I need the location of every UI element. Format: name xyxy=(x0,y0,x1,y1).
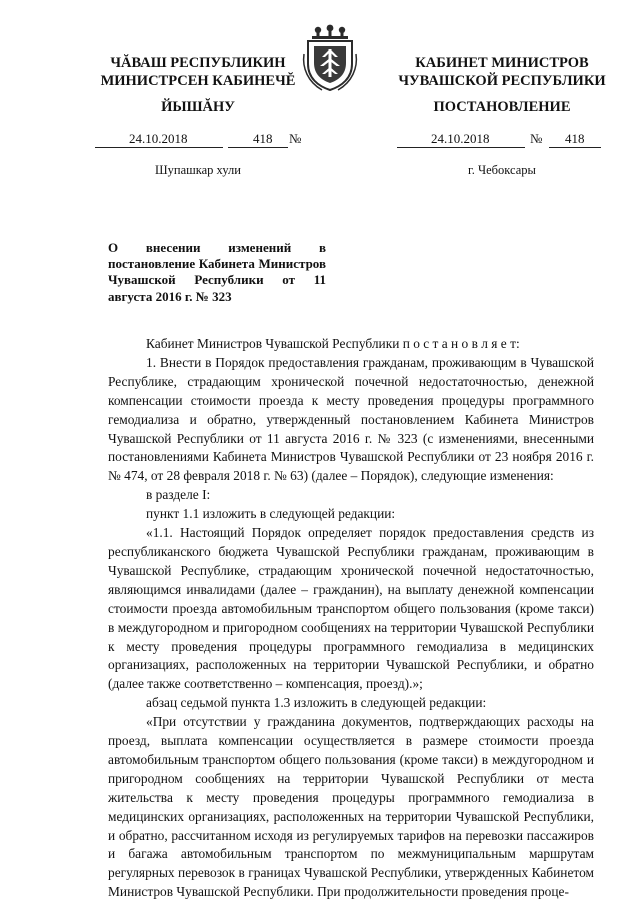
right-doc-type: ПОСТАНОВЛЕНИЕ xyxy=(433,99,571,115)
right-header-line2: ЧУВАШСКОЙ РЕСПУБЛИКИ xyxy=(398,73,606,89)
left-number-sign: № xyxy=(289,131,302,146)
left-date: 24.10.2018 xyxy=(129,131,188,146)
body-paragraph-3: в разделе I: xyxy=(146,487,211,503)
body-paragraph-2: 1. Внести в Порядок предоставления гражданам, проживающим в Чувашской Республике, страдающим хронической почечной недостаточностью, денежной компенсации стоимости проезда к месту проведения процедуры программного гемодиализа и обратно, утвержденный постановлением Кабинета Министров Чувашской Республики от 11 августа 2016 г. № 323 (с изменениями, внесенными постановлениями Кабинета Министров Чувашской Республики от 23 ноября 2016 г. № 474, от 28 февраля 2018 г. № 63) (далее – Порядок), следующие изменения: xyxy=(108,354,594,484)
left-number: 418 xyxy=(253,131,273,146)
left-date-number-line xyxy=(95,131,310,149)
left-header-line1: ЧĂВАШ РЕСПУБЛИКИН xyxy=(110,55,286,71)
right-date: 24.10.2018 xyxy=(431,131,490,146)
left-header-line2: МИНИСТРСЕН КАБИНЕЧĔ xyxy=(100,73,296,89)
right-header xyxy=(384,54,620,90)
body-paragraph-1: Кабинет Министров Чувашской Республики п о с т а н о в л я е т: xyxy=(146,336,520,351)
chuvash-coat-of-arms-icon xyxy=(300,24,360,94)
body-paragraph-6: абзац седьмой пункта 1.3 изложить в следующей редакции: xyxy=(146,695,487,711)
right-header-line1: КАБИНЕТ МИНИСТРОВ xyxy=(415,55,589,71)
document-body xyxy=(108,335,594,902)
body-paragraph-4: пункт 1.1 изложить в следующей редакции: xyxy=(146,506,396,522)
right-city: г. Чебоксары xyxy=(468,163,536,177)
left-doc-type: ЙЫШĂНУ xyxy=(161,99,235,115)
right-date-number-line xyxy=(397,131,612,149)
right-number: 418 xyxy=(565,131,585,146)
right-number-sign: № xyxy=(530,131,543,146)
document-subject: О внесении изменений в постановление Кабинета Министров Чувашской Республики от 11 августа 2016 г. № 323 xyxy=(108,240,326,304)
body-paragraph-5: «1.1. Настоящий Порядок определяет порядок предоставления средств из республиканского бюджета Чувашской Республики гражданам, проживающим в Чувашской Республике, страдающим хронической почечной недостаточностью, являющимся инвалидами (далее – гражданин), на выплату денежной компенсации стоимости проезда автомобильным транспортом общего пользования (кроме такси) в междугородном и пригородном сообщениях на территории Чувашской Республики к месту проведения процедуры программного гемодиализа в медицинских организациях, расположенных на территории Чувашской Республики, и обратно (далее также соответственно – компенсация, проезд).»; xyxy=(108,525,594,692)
left-header xyxy=(92,54,304,90)
left-city: Шупашкар хули xyxy=(155,163,241,177)
body-paragraph-7: «При отсутствии у гражданина документов, подтверждающих расходы на проезд, выплата компенсации осуществляется в размере стоимости проезда автомобильным транспортом общего пользования (кроме такси) в междугородном и пригородном сообщениях на территории Чувашской Республики от места жительства к месту проведения процедуры программного гемодиализа в медицинских организациях, расположенных на территории Чувашской Республики, и обратно, рассчитанном исходя из регулируемых тарифов на перевозки пассажиров и багажа автомобильным транспортом по межмуниципальным маршрутам регулярных перевозок в границах Чувашской Республики, утвержденных Кабинетом Министров Чувашской Республики. При продолжительности проведения проце- xyxy=(108,714,594,900)
